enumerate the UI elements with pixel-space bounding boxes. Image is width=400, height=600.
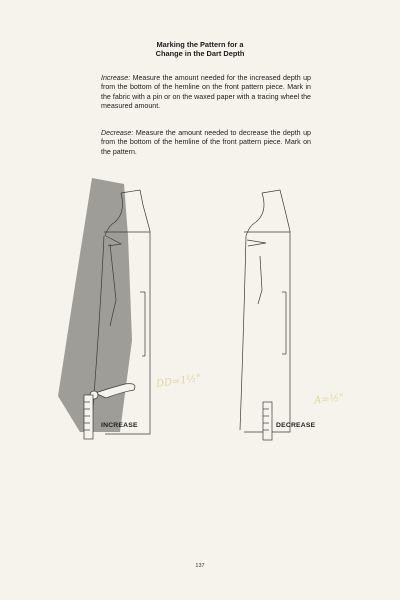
increase-figure (58, 178, 150, 439)
decrease-figure (240, 190, 290, 440)
increase-text: Measure the amount needed for the increased depth up from the bottom of the hemline on the front pattern piece. Mark in the fabric with a pin or on the waxed paper with a tracing wheel the measured amount. (101, 74, 311, 111)
increase-label: INCREASE (101, 422, 138, 429)
increase-handwritten-note: DD=1½" (155, 372, 202, 391)
page-number: 137 (195, 563, 205, 569)
decrease-label: DECREASE (276, 422, 316, 429)
decrease-text: Measure the amount needed to decrease the depth up from the bottom of the hemline of the front pattern piece. Mark on the pattern. (101, 129, 311, 156)
increase-term: Increase: (101, 74, 131, 82)
ruler-icon (84, 395, 93, 439)
title-line-1: Marking the Pattern for a (156, 40, 244, 49)
title-line-2: Change in the Dart Depth (155, 49, 245, 59)
decrease-handwritten-note: A=½" (313, 392, 345, 407)
decrease-ruler-icon (263, 402, 272, 440)
decrease-term: Decrease: (101, 129, 134, 137)
